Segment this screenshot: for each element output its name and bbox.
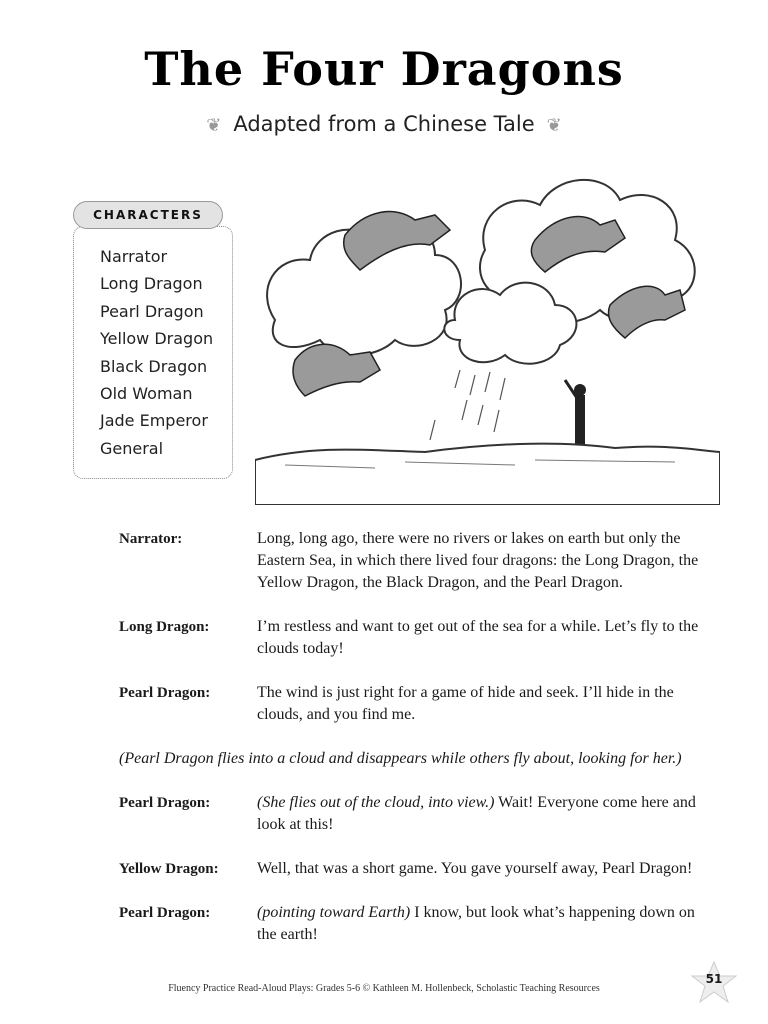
page-number-badge [688,960,740,1006]
dialogue-text: I know, but look what’s happening down on the earth! [257,904,695,943]
dialogue [257,792,699,836]
dragons-clouds-illustration [255,160,720,505]
dialogue [257,902,699,946]
dialogue: Well, that was a short game. You gave yourself away, Pearl Dragon! [257,860,693,877]
script-line [119,528,719,594]
speaker: Yellow Dragon: [119,861,219,877]
page-title: The Four Dragons [144,42,624,96]
speaker: Pearl Dragon: [119,795,211,811]
speaker: Narrator: [119,531,183,547]
speaker: Pearl Dragon: [119,905,211,921]
stage-direction: (Pearl Dragon flies into a cloud and disappears while others fly about, looking for her.) [119,750,682,767]
inline-direction: (She flies out of the cloud, into view.) [257,794,495,811]
script [119,528,719,968]
dialogue: I’m restless and want to get out of the sea for a while. Let’s fly to the clouds today! [257,618,699,657]
character-item: Pearl Dragon [100,301,204,321]
character-item: Long Dragon [100,274,203,294]
script-line [119,792,719,836]
dialogue: Long, long ago, there were no rivers or lakes on earth but only the Eastern Sea, in which there lived four dragons: the Long Dragon, the Yellow Dragon, the Black Dragon, and the Pearl Dragon. [257,530,699,591]
characters-list [100,243,213,462]
footer-credit: Fluency Practice Read-Aloud Plays: Grades 5-6 © Kathleen M. Hollenbeck, Scholastic Teaching Resources [168,983,600,994]
script-line [119,616,719,660]
character-item: Old Woman [100,383,193,403]
page-number: 51 [705,972,723,986]
script-line [119,902,719,946]
speaker: Pearl Dragon: [119,685,211,701]
script-line [119,858,719,880]
dialogue-text: Wait! Everyone come here and look at this! [257,794,696,833]
speaker: Long Dragon: [119,619,210,635]
subtitle [0,112,768,136]
characters-heading: CHARACTERS [73,201,223,229]
character-item: Black Dragon [100,356,208,376]
subtitle-text: Adapted from a Chinese Tale [233,112,535,136]
ornament-right-icon: ❦ [546,115,562,136]
character-item: Yellow Dragon [100,329,214,349]
inline-direction: (pointing toward Earth) [257,904,411,921]
ornament-left-icon: ❦ [206,115,222,136]
dialogue: The wind is just right for a game of hide and seek. I’ll hide in the clouds, and you find me. [257,684,674,723]
script-line [119,682,719,726]
character-item: General [100,438,164,458]
character-item: Narrator [100,247,168,266]
character-item: Jade Emperor [100,411,208,431]
